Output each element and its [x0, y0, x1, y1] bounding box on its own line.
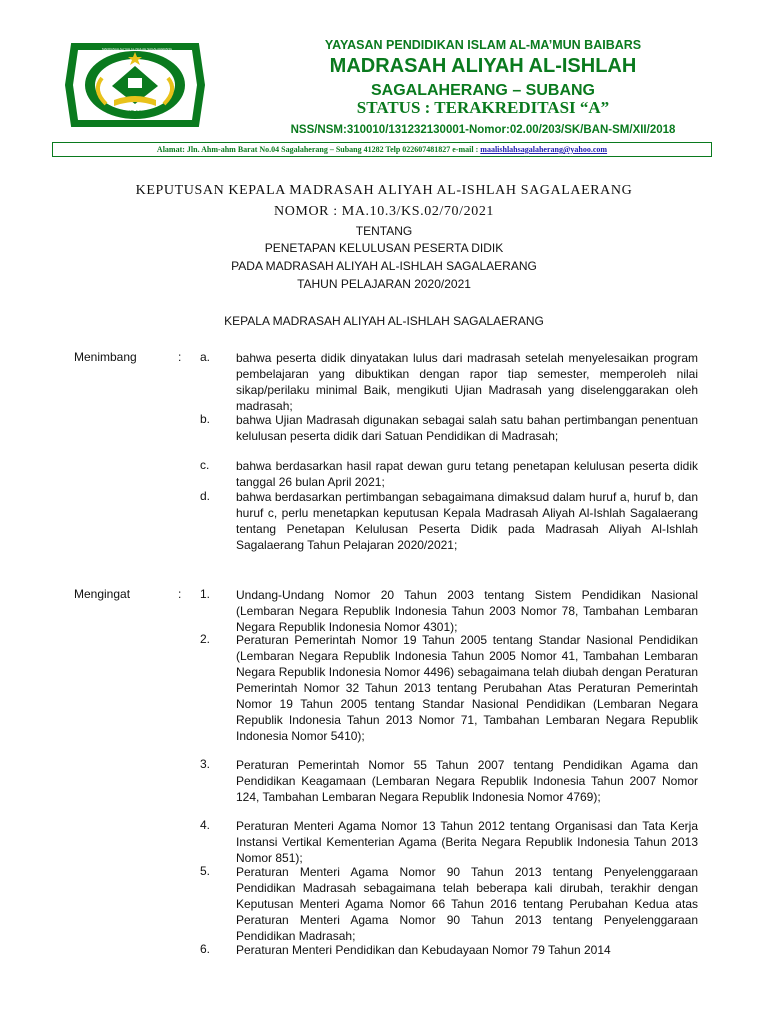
section-label-menimbang: Menimbang [74, 350, 137, 364]
list-item: Peraturan Menteri Agama Nomor 90 Tahun 2013 tentang Penyelenggaraan Pendidikan Madrasah sebagaimana telah beberapa kali dirubah, terakhir dengan Keputusan Menteri Agama Nomor 66 Tahun 2016 tentang Perubahan Kedua atas Peraturan Menteri Agama Nomor 90 Tahun 2013 tentang Penyelenggaraan Pendidikan Madrasah; [236, 865, 698, 943]
list-item: bahwa Ujian Madrasah digunakan sebagai salah satu bahan pertimbangan penentuan kelulusan peserta didik dari Satuan Pendidikan di Madrasah; [236, 413, 698, 443]
section-colon: : [178, 350, 182, 364]
section-colon: : [178, 587, 182, 601]
registration-number: NSS/NSM:310010/131232130001-Nomor:02.00/203/SK/BAN-SM/XII/2018 [290, 124, 676, 136]
decree-about: TENTANG [355, 224, 413, 238]
list-item: Peraturan Pemerintah Nomor 19 Tahun 2005 tentang Standar Nasional Pendidikan (Lembaran Negara Republik Indonesia Tahun 2005 Nomor 41, Tambahan Lembaran Negara Republik Indonesia Nomor 4496) sebagaimana telah diubah dengan Peraturan Pemerintah Nomor 32 Tahun 2013 tentang Perubahan Atas Peraturan Pemerintah Nomor 19 Tahun 2005 tentang Standar Nasional Pendidikan (Lembaran Negara Republik Indonesia Tahun 2013 Nomor 71, Tambahan Lembaran Negara Republik Indonesia Nomor 5410); [236, 633, 698, 743]
list-item: Peraturan Menteri Pendidikan dan Kebudayaan Nomor 79 Tahun 2014 [236, 943, 611, 957]
list-marker: 3. [200, 757, 211, 771]
logo-subtitle: SUBANG [121, 111, 148, 117]
foundation-name: YAYASAN PENDIDIKAN ISLAM AL-MA’MUN BAIBARS [324, 38, 642, 52]
logo-ring-text: MADRASAH ALIYAH AL-ISHLAH SAGALAHERANG [102, 47, 172, 51]
email-link[interactable]: maalishlahsagalaherang@yahoo.com [480, 145, 608, 154]
school-location: SAGALAHERANG – SUBANG [370, 82, 595, 99]
list-marker: d. [200, 489, 211, 503]
list-marker: b. [200, 412, 211, 426]
list-marker: 5. [200, 864, 211, 878]
list-marker: a. [200, 350, 211, 364]
section-label-mengingat: Mengingat [74, 587, 131, 601]
decree-academic-year: TAHUN PELAJARAN 2020/2021 [297, 277, 471, 291]
list-marker: 4. [200, 818, 211, 832]
list-marker: c. [200, 458, 210, 472]
decree-subject-school: PADA MADRASAH ALIYAH AL-ISHLAH SAGALAERANG [231, 259, 537, 273]
list-item: Undang-Undang Nomor 20 Tahun 2003 tentang Sistem Pendidikan Nasional (Lembaran Negara Republik Indonesia Tahun 2003 Nomor 78, Tambahan Lembaran Negara Republik Indonesia Nomor 4301); [236, 588, 698, 634]
list-item: Peraturan Menteri Agama Nomor 13 Tahun 2012 tentang Organisasi dan Tata Kerja Instansi Vertikal Kementerian Agama (Berita Negara Republik Indonesia Tahun 2013 Nomor 851); [236, 819, 698, 865]
decree-number: NOMOR : MA.10.3/KS.02/70/2021 [273, 204, 495, 219]
decree-title: KEPUTUSAN KEPALA MADRASAH ALIYAH AL-ISHLAH SAGALAERANG [135, 183, 633, 198]
list-item: bahwa peserta didik dinyatakan lulus dari madrasah setelah menyelesaikan program pembelajaran yang dibuktikan dengan rapor tiap semester, memperoleh nilai sikap/perilaku minimal Baik, mengikuti Ujian Madrasah yang diselenggarakan oleh madrasah; [236, 351, 698, 413]
list-item: Peraturan Pemerintah Nomor 55 Tahun 2007 tentang Pendidikan Agama dan Pendidikan Keagamaan (Lembaran Negara Republik Indonesia Tahun 2007 Nomor 124, Tambahan Lembaran Negara Republik Indonesia Nomor 4769); [236, 758, 698, 804]
school-name: MADRASAH ALIYAH AL-ISHLAH [329, 55, 637, 77]
list-item: bahwa berdasarkan hasil rapat dewan guru tetang penetapan kelulusan peserta didik tanggal 26 bulan April 2021; [236, 459, 698, 489]
address-bar [52, 142, 712, 157]
list-marker: 1. [200, 587, 211, 601]
address-text: Alamat: Jln. Ahm-ahm Barat No.04 Sagalaherang – Subang 41282 Telp 022607481827 e-mail : [156, 145, 479, 154]
accreditation-status: STATUS : TERAKREDITASI “A” [356, 98, 610, 117]
decree-issuer: KEPALA MADRASAH ALIYAH AL-ISHLAH SAGALAERANG [224, 314, 544, 328]
decree-subject: PENETAPAN KELULUSAN PESERTA DIDIK [264, 241, 504, 255]
list-marker: 2. [200, 632, 211, 646]
list-item: bahwa berdasarkan pertimbangan sebagaimana dimaksud dalam huruf a, huruf b, dan huruf c, perlu menetapkan keputusan Kepala Madrasah Aliyah Al-Ishlah Sagalaerang tentang Penetapan Kelulusan Peserta Didik pada Madrasah Aliyah Al-Ishlah Sagalaerang Tahun Pelajaran 2020/2021; [236, 490, 698, 552]
list-marker: 6. [200, 942, 211, 956]
